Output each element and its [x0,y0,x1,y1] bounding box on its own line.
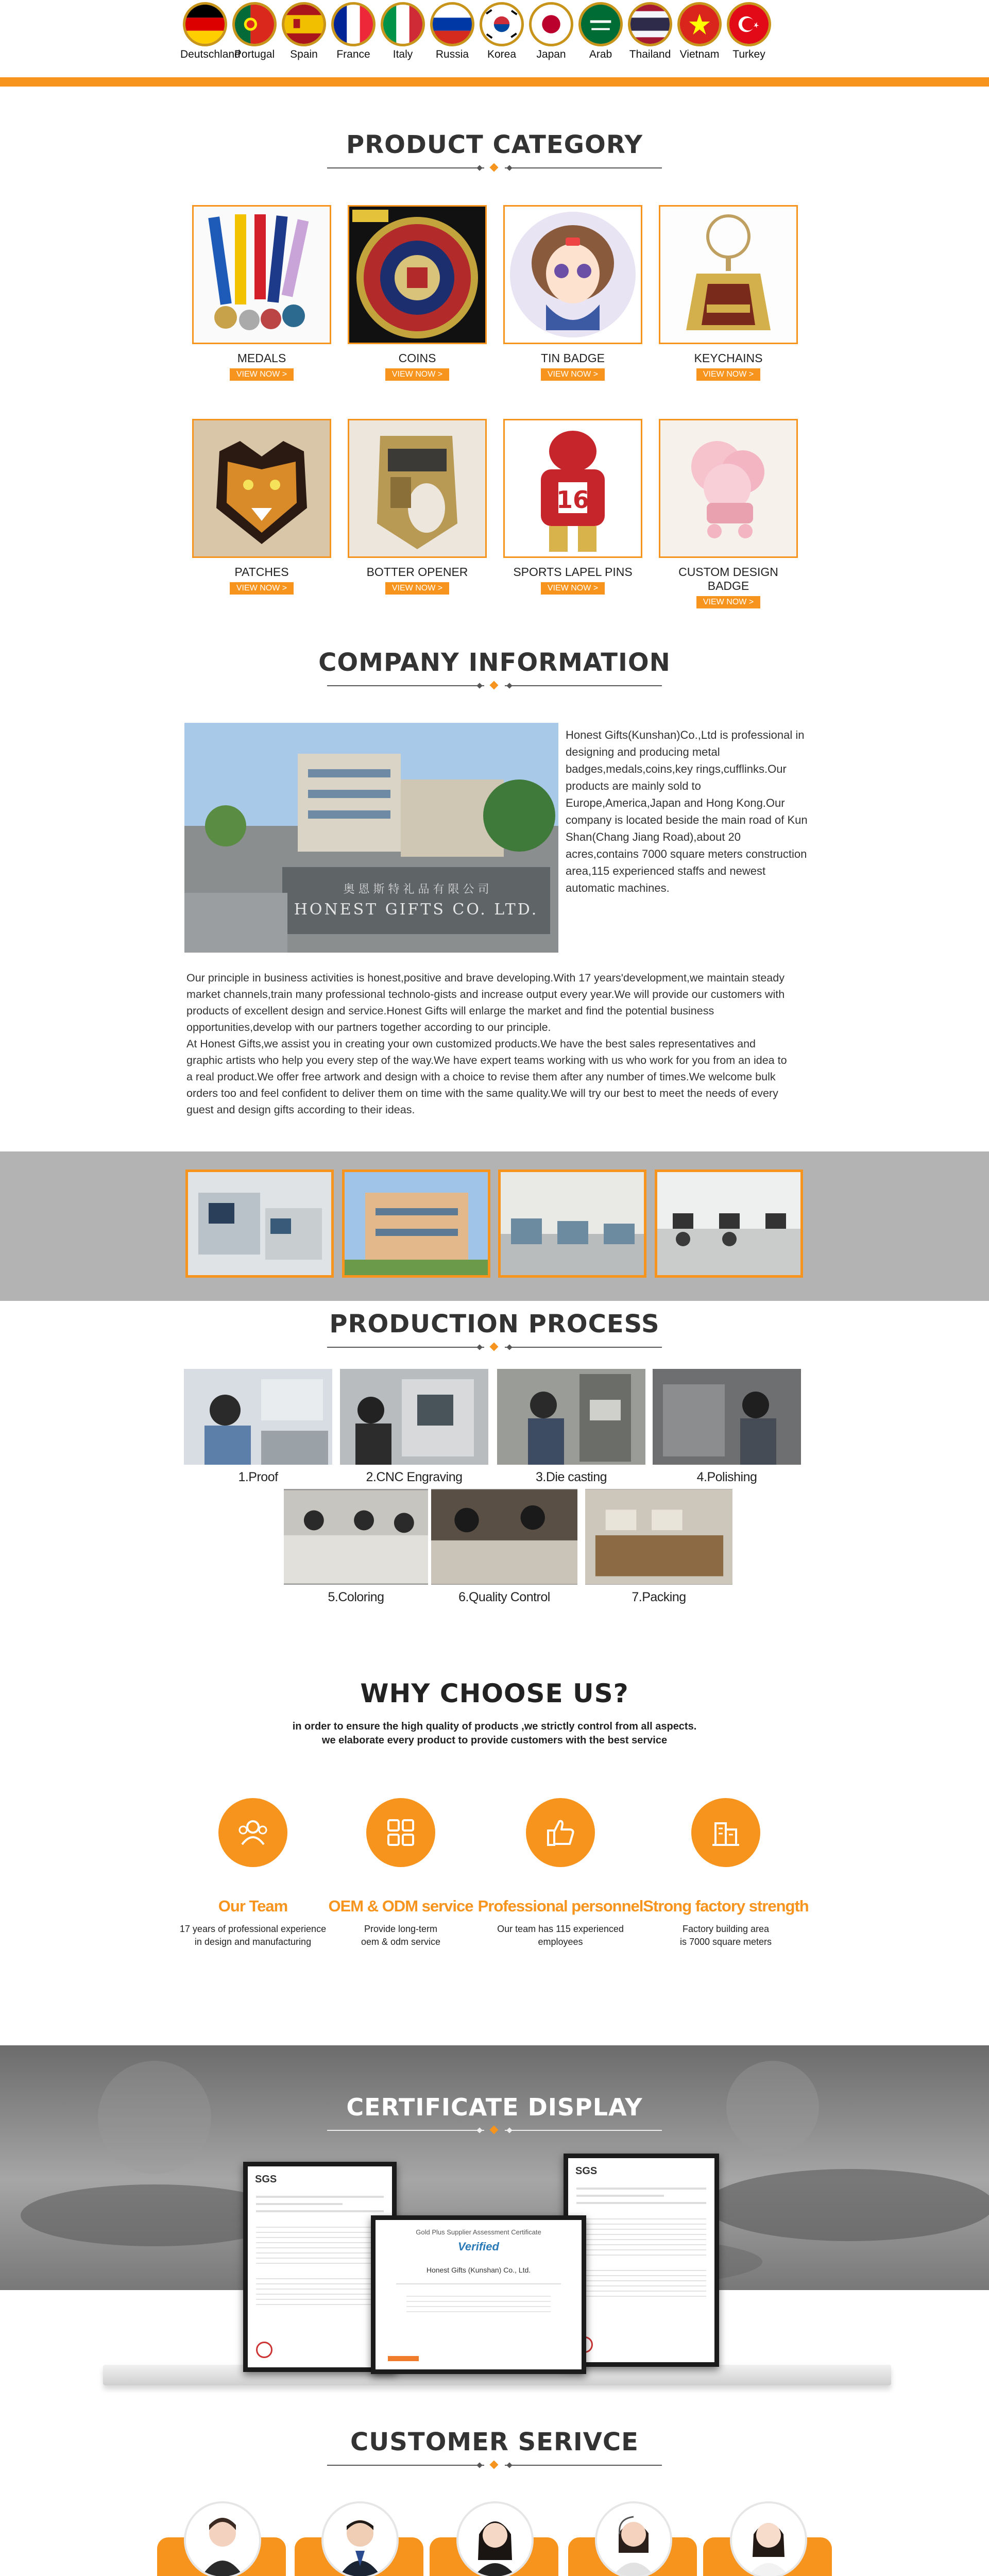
company-sign-text: HONEST GIFTS CO. LTD. [294,901,539,919]
italy-flag-icon [381,2,425,46]
turkey-flag-icon [727,2,771,46]
keychains-image[interactable] [659,205,798,344]
lang-label: Turkey [732,48,765,60]
lang-label: Thailand [629,48,671,60]
product-card-coins[interactable] [348,205,487,381]
production-process-title: PRODUCTION PROCESS [329,1310,660,1338]
view-now-button[interactable]: VIEW NOW > [385,582,449,595]
process-label: 4.Polishing [696,1470,757,1484]
product-category-title: PRODUCT CATEGORY [346,130,643,159]
lang-deutschland[interactable] [180,2,241,61]
spain-flag-icon [282,2,326,46]
why-item-desc: Provide long-term oem & odm service [361,1924,441,1947]
building-icon [691,1798,760,1867]
vietnam-flag-icon [677,2,722,46]
russia-flag-icon [430,2,474,46]
product-name: COINS [398,351,436,365]
quality-control-photo [431,1489,577,1585]
packing-photo [585,1489,732,1585]
lang-label: Portugal [234,48,275,60]
product-card-custom-design-badge[interactable] [659,419,798,608]
polishing-photo [653,1369,801,1465]
factory-photo-machines[interactable] [185,1170,334,1278]
saudi-arabia-flag-icon [578,2,623,46]
view-now-button[interactable]: VIEW NOW > [541,368,605,381]
product-name: CUSTOM DESIGN BADGE [678,565,778,592]
product-name: BOTTER OPENER [366,565,468,579]
certificate-display-title: CERTIFICATE DISPLAY [346,2093,643,2121]
view-now-button[interactable]: VIEW NOW > [696,368,760,381]
process-step-quality-control [431,1489,577,1605]
why-item-desc: 17 years of professional experience in design and manufacturing [179,1924,327,1947]
product-name: TIN BADGE [541,351,605,365]
germany-flag-icon [183,2,227,46]
sgs-certificate-right[interactable] [564,2154,719,2367]
why-item-oem-odm [316,1798,486,1948]
product-card-patches[interactable] [192,419,331,595]
why-item-title: Our Team [218,1897,288,1915]
section-divider [327,2459,662,2471]
lang-label: Arab [589,48,612,60]
custom-design-badge-image[interactable] [659,419,798,558]
lang-korea[interactable] [477,2,526,61]
customer-service-title: CUSTOMER SERIVCE [350,2428,639,2456]
sgs-logo-text: SGS [255,2174,277,2185]
product-card-tin-badge[interactable] [503,205,642,381]
portugal-flag-icon [232,2,277,46]
product-name: KEYCHAINS [694,351,763,365]
lang-russia[interactable] [428,2,477,61]
factory-photo-office[interactable] [655,1170,803,1278]
view-now-button[interactable]: VIEW NOW > [696,596,760,608]
why-item-professional-personnel [475,1798,645,1948]
process-label: 7.Packing [632,1590,686,1604]
lang-label: Vietnam [679,48,720,60]
product-card-keychains[interactable] [659,205,798,381]
patches-image[interactable] [192,419,331,558]
lang-france[interactable] [329,2,378,61]
gold-supplier-certificate[interactable] [371,2215,586,2374]
why-item-factory-strength [641,1798,811,1948]
proof-photo [184,1369,332,1465]
why-item-title: Strong factory strength [643,1897,809,1915]
lang-turkey[interactable] [724,2,774,61]
process-step-polishing [653,1369,801,1485]
process-step-cnc-engraving [340,1369,488,1485]
lang-spain[interactable] [279,2,329,61]
product-name: PATCHES [234,565,289,579]
lang-label: Italy [393,48,413,60]
principle-paragraph: Our principle in business activities is honest,positive and brave developing.With 17 years'development,we maintain steady market channels,train many professional technolo-gists and increase output every year.We will provide our customers with products of excellent design and service.Honest Gifts will enlarge the market and find the potential business opportunities,develop with our partners together according to our principle. [186,972,785,1033]
why-choose-subtitle-1: in order to ensure the high quality of products ,we strictly control from all aspects. [292,1721,697,1732]
process-step-proof [184,1369,332,1485]
company-information-title: COMPANY INFORMATION [318,648,671,677]
coloring-photo [284,1489,428,1585]
why-item-desc: Our team has 115 experienced employees [497,1924,624,1947]
svg-text:16: 16 [556,486,590,514]
lang-italy[interactable] [378,2,428,61]
grid-icon [366,1798,435,1867]
process-label: 6.Quality Control [458,1590,550,1604]
process-label: 2.CNC Engraving [366,1470,463,1484]
section-divider [327,680,662,692]
avatar [595,2501,672,2576]
tin-badge-image[interactable] [503,205,642,344]
cnc-engraving-photo [340,1369,488,1465]
japan-flag-icon [529,2,573,46]
thumbs-up-icon [526,1798,595,1867]
team-icon [218,1798,287,1867]
lang-portugal[interactable] [230,2,279,61]
process-label: 5.Coloring [328,1590,384,1604]
avatar [184,2501,261,2576]
why-item-our-team [168,1798,338,1948]
product-name: MEDALS [237,351,286,365]
factory-photo-workshop[interactable] [498,1170,646,1278]
why-choose-title: WHY CHOOSE US? [360,1679,629,1708]
why-item-title: OEM & ODM service [328,1897,473,1915]
lang-label: Deutschland [180,48,241,60]
lang-vietnam[interactable] [675,2,724,61]
avatar [730,2501,807,2576]
coins-image[interactable] [348,205,487,344]
section-divider [327,1341,662,1353]
process-step-die-casting [497,1369,645,1485]
product-name: SPORTS LAPEL PINS [513,565,633,579]
process-step-packing [585,1489,732,1605]
certificate-company: Honest Gifts (Kunshan) Co., Ltd. [426,2266,531,2274]
svg-text:奥 恩 斯 特 礼 品 有 限 公 司: 奥 恩 斯 特 礼 品 有 限 公 司 [343,883,489,896]
product-card-medals[interactable] [192,205,331,381]
view-now-button[interactable]: VIEW NOW > [230,368,294,381]
medals-image[interactable] [192,205,331,344]
factory-photo-building[interactable] [342,1170,490,1278]
lang-thailand[interactable] [625,2,675,61]
die-casting-photo [497,1369,645,1465]
process-step-coloring [284,1489,428,1605]
lang-label: Korea [487,48,517,60]
product-card-sports-lapel-pins[interactable] [503,419,642,595]
why-item-desc: Factory building area is 7000 square meters [679,1924,772,1947]
process-label: 1.Proof [238,1470,278,1484]
lang-japan[interactable] [526,2,576,61]
thailand-flag-icon [628,2,672,46]
why-choose-subtitle-2: we elaborate every product to provide customers with the best service [321,1735,668,1746]
assist-paragraph: At Honest Gifts,we assist you in creating your own customized products.We have the best sales representatives and graphic artists who help you every step of the way.We have expert teams working with us who work for you from an idea to a real product.We offer free artwork and design with a choice to revise them after any number of times.We welcome bulk orders too and feel confident to deliver them on time with the same quality.We will try our best to meet the needs of every guest and design gifts according to their ideas. [186,1038,787,1116]
avatar [456,2501,534,2576]
view-now-button[interactable]: VIEW NOW > [541,582,605,595]
section-divider [327,2124,662,2137]
sports-lapel-pins-image[interactable] [503,419,642,558]
company-description: Honest Gifts(Kunshan)Co.,Ltd is professional in designing and producing metal badges,medals,coins,key rings,cufflinks.Our products are mainly sold to Europe,America,Japan and Hong Kong.Our company is located beside the main road of Kun Shan(Chang Jiang Road),about 20 acres,contains 7000 square meters construction area,115 experienced staffs and newest automatic machines. [566,728,808,894]
sgs-logo-text: SGS [575,2165,598,2177]
lang-label: France [336,48,370,60]
france-flag-icon [331,2,376,46]
why-item-title: Professional personnel [478,1897,643,1915]
bottle-opener-image[interactable] [348,419,487,558]
lang-label: Russia [435,48,469,60]
company-building-photo [184,723,558,953]
certificate-heading: Gold Plus Supplier Assessment Certificate [416,2228,541,2236]
verified-label: Verified [458,2240,499,2253]
language-list [180,2,774,61]
section-divider [327,162,662,174]
product-card-bottle-opener[interactable] [348,419,487,595]
lang-label: Japan [536,48,566,60]
korea-flag-icon [480,2,524,46]
view-now-button[interactable]: VIEW NOW > [385,368,449,381]
header-accent-line [0,77,989,87]
view-now-button[interactable]: VIEW NOW > [230,582,294,595]
lang-label: Spain [290,48,318,60]
process-label: 3.Die casting [535,1470,607,1484]
factory-gallery-band [0,1151,989,1301]
company-principle [186,970,794,1118]
avatar [321,2501,399,2576]
lang-arab[interactable] [576,2,625,61]
language-bar [0,0,989,72]
